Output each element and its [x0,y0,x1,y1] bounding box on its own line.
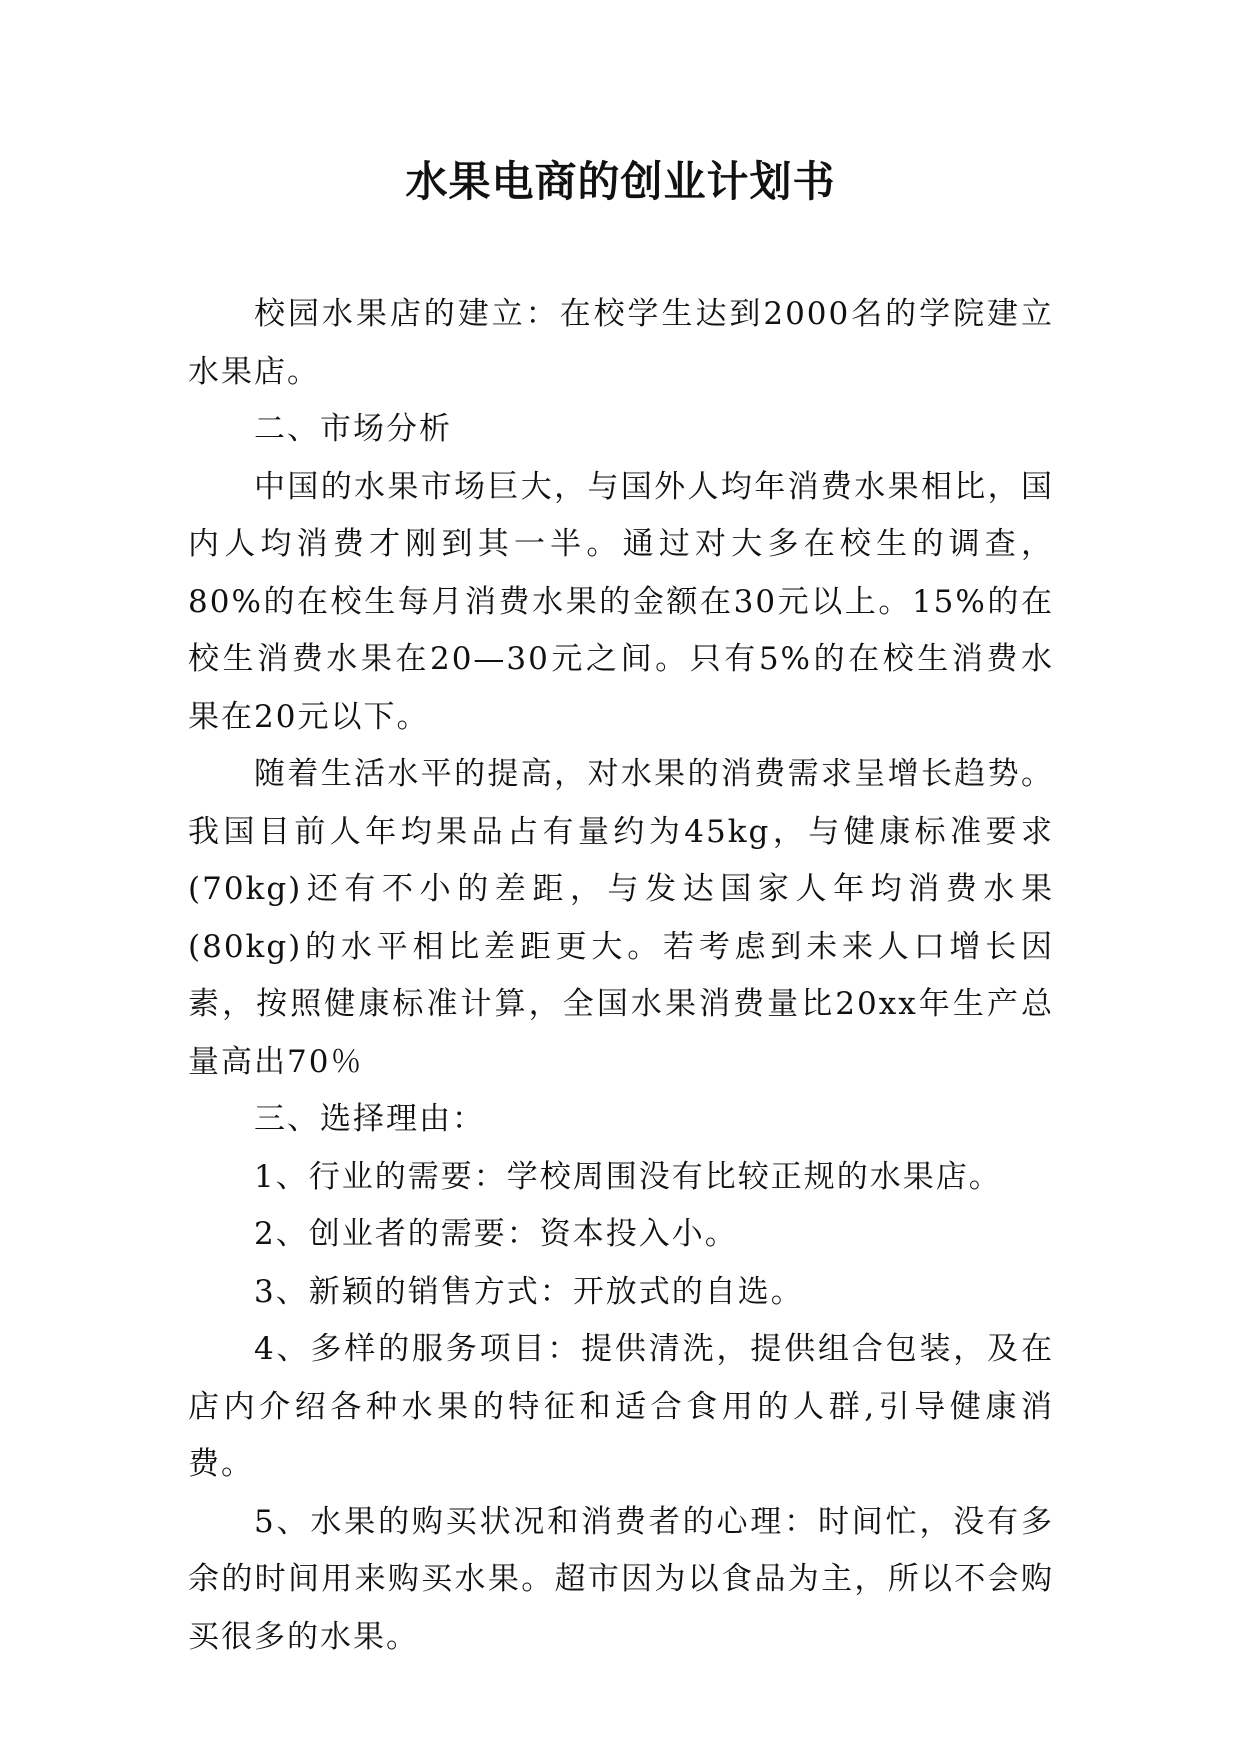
reason-item-1: 1、行业的需要：学校周围没有比较正规的水果店。 [254,1158,1002,1195]
reason-item-4: 4、多样的服务项目：提供清洗，提供组合包装，及在店内介绍各种水果的特征和适合食用的人群,引导健康消费。 [188,1331,1054,1482]
reason-item-5: 5、水果的购买状况和消费者的心理：时间忙，没有多余的时间用来购买水果。超市因为以食品为主，所以不会购买很多的水果。 [188,1503,1054,1655]
paragraph-intro: 校园水果店的建立：在校学生达到2000名的学院建立水果店。 [188,296,1054,390]
reason-item-2: 2、创业者的需要：资本投入小。 [254,1216,738,1252]
paragraph-demand-trend: 随着生活水平的提高，对水果的消费需求呈增长趋势。我国目前人年均果品占有量约为45kg，与健康标准要求(70kg)还有不小的差距，与发达国家人年均消费水果(80kg)的水平相比差距更大。若考虑到未来人口增长因素，按照健康标准计算，全国水果消费量比20xx年生产总量高出70％ [188,756,1054,1080]
document-body [188,286,1054,1666]
heading-market-analysis: 二、市场分析 [254,411,452,447]
reason-item-3: 3、新颖的销售方式：开放式的自选。 [254,1273,804,1310]
paragraph-market-size: 中国的水果市场巨大，与国外人均年消费水果相比，国内人均消费才刚到其一半。通过对大多在校生的调查，80%的在校生每月消费水果的金额在30元以上。15%的在校生消费水果在20—30元之间。只有5%的在校生消费水果在20元以下。 [188,468,1054,735]
heading-reasons: 三、选择理由： [254,1101,485,1137]
document-title: 水果电商的创业计划书 [405,157,836,206]
